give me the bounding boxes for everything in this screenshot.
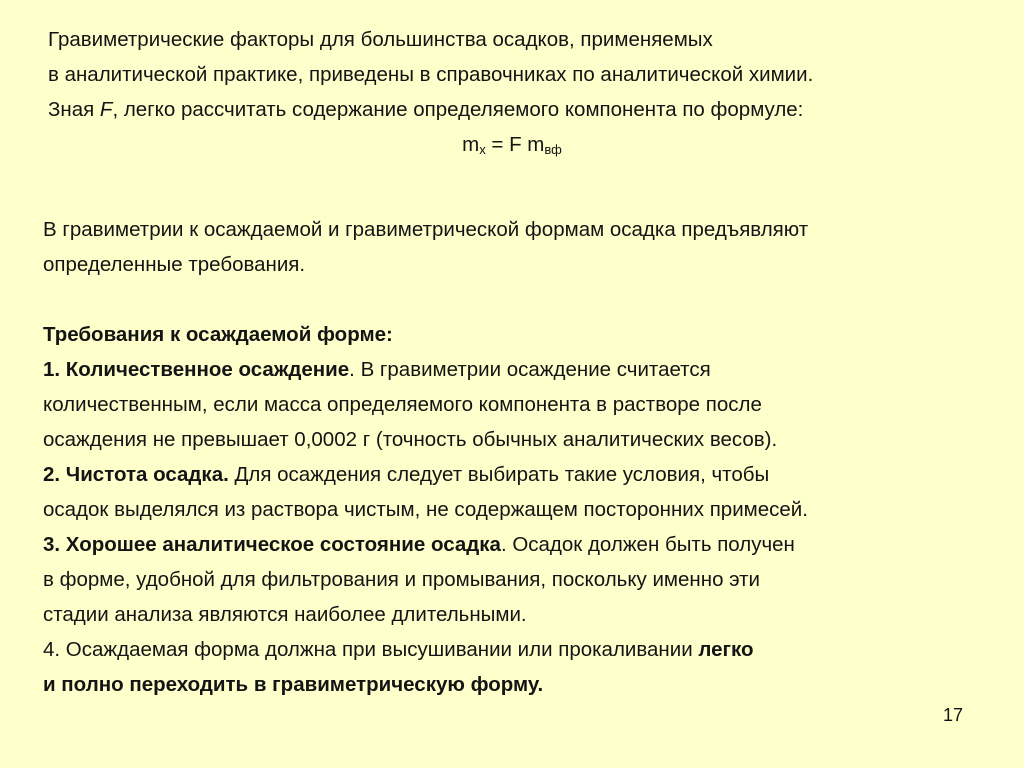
item-2-line-1	[43, 457, 808, 492]
intro-line-1: Гравиметрические факторы для большинства осадков, применяемых	[48, 28, 713, 51]
intro-line-2: в аналитической практике, приведены в справочниках по аналитической химии.	[48, 63, 814, 86]
intro-line-3-prefix: Зная	[48, 98, 100, 121]
formula-sub-vf: вф	[544, 142, 562, 157]
item-1-text: . В гравиметрии осаждение считается	[349, 358, 711, 381]
item-3-line-1	[43, 527, 808, 562]
formula-sub-x: x	[479, 142, 486, 157]
item-4-line-2	[43, 667, 808, 702]
item-1-line-2: количественным, если масса определяемого компонента в растворе после	[43, 393, 762, 416]
item-1-title: 1. Количественное осаждение	[43, 358, 350, 381]
requirements-intro-paragraph	[43, 212, 808, 282]
item-4-text: 4. Осаждаемая форма должна при высушивании или прокаливании	[43, 638, 699, 661]
item-3-line-3: стадии анализа являются наиболее длительными.	[43, 603, 527, 626]
item-3-text: . Осадок должен быть получен	[500, 533, 795, 556]
requirements-list	[43, 317, 808, 702]
intro-line-3	[48, 92, 1008, 127]
item-2-title: 2. Чистота осадка.	[43, 463, 229, 486]
factor-symbol: F	[99, 98, 113, 121]
formula-m: m	[462, 133, 480, 156]
requirements-heading	[43, 317, 808, 352]
item-4-bold-2: и полно переходить в гравиметрическую форму.	[43, 673, 544, 696]
item-1-line-3: осаждения не превышает 0,0002 г (точность обычных аналитических весов).	[43, 428, 778, 451]
para2-line-2: определенные требования.	[43, 253, 306, 276]
intro-paragraph	[48, 22, 1008, 127]
item-2-line-2: осадок выделялся из раствора чистым, не содержащем посторонних примесей.	[43, 498, 808, 521]
item-4-bold-1: легко	[698, 638, 754, 661]
item-4-line-1	[43, 632, 808, 667]
item-3-title: 3. Хорошее аналитическое состояние осадка	[43, 533, 501, 556]
para2-line-1: В гравиметрии к осаждаемой и гравиметрической формам осадка предъявляют	[43, 218, 809, 241]
item-3-line-2: в форме, удобной для фильтрования и промывания, поскольку именно эти	[43, 568, 761, 591]
item-2-text: Для осаждения следует выбирать такие условия, чтобы	[228, 463, 770, 486]
intro-line-3-suffix: , легко рассчитать содержание определяемого компонента по формуле:	[112, 98, 804, 121]
page-number: 17	[942, 705, 963, 725]
requirements-heading-text: Требования к осаждаемой форме:	[43, 323, 393, 346]
item-1-line-1	[43, 352, 808, 387]
formula-middle: = F m	[485, 133, 545, 156]
formula	[0, 130, 1024, 165]
